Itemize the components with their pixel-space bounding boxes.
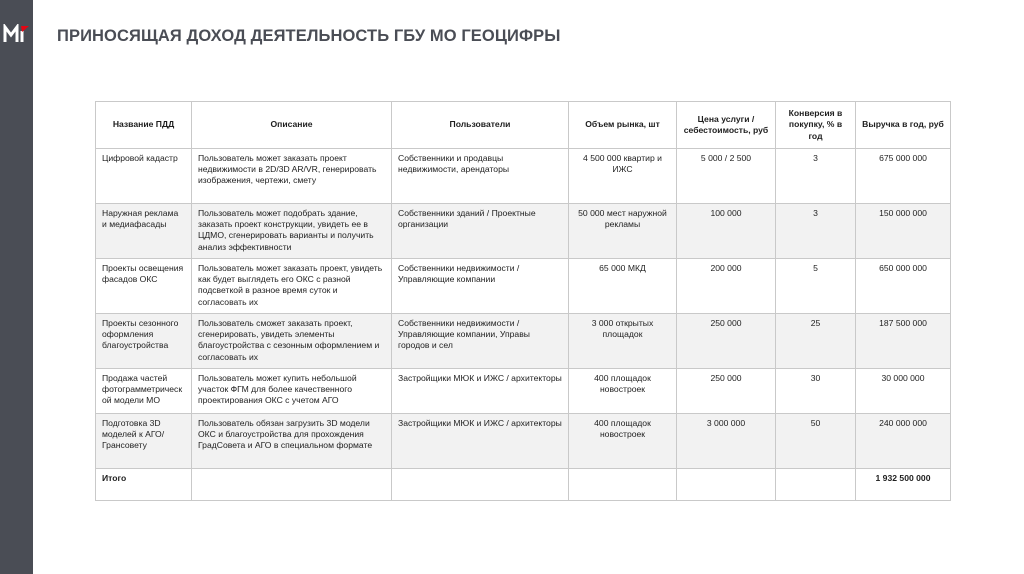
cell-conversion: 25 bbox=[776, 314, 856, 369]
cell-market: 4 500 000 квартир и ИЖС bbox=[569, 149, 677, 204]
table-row bbox=[96, 369, 951, 414]
column-header: Описание bbox=[192, 102, 392, 149]
column-header: Цена услуги / себестоимость, руб bbox=[677, 102, 776, 149]
cell-description: Пользователь может подобрать здание, заказать проект конструкции, увидеть ее в ЦДМО, сгенерировать варианты и получить анализ эффективности bbox=[192, 204, 392, 259]
cell-users: Собственники зданий / Проектные организации bbox=[392, 204, 569, 259]
cell-market: 400 площадок новостроек bbox=[569, 369, 677, 414]
cell-revenue: 150 000 000 bbox=[856, 204, 951, 259]
cell-market: 3 000 открытых площадок bbox=[569, 314, 677, 369]
cell-price: 200 000 bbox=[677, 259, 776, 314]
cell-users: Собственники недвижимости / Управляющие компании, Управы городов и сел bbox=[392, 314, 569, 369]
sidebar-bar bbox=[0, 0, 33, 574]
cell-conversion: 3 bbox=[776, 204, 856, 259]
cell-name: Наружная реклама и медиафасады bbox=[96, 204, 192, 259]
cell-description: Пользователь может заказать проект, увидеть как будет выглядеть его ОКС с разной подсветкой в разное время суток и согласовать их bbox=[192, 259, 392, 314]
empty-cell bbox=[776, 469, 856, 501]
revenue-table bbox=[95, 101, 951, 501]
table-header-row bbox=[96, 102, 951, 149]
table-row bbox=[96, 204, 951, 259]
cell-users: Застройщики МЮК и ИЖС / архитекторы bbox=[392, 414, 569, 469]
cell-price: 3 000 000 bbox=[677, 414, 776, 469]
total-revenue: 1 932 500 000 bbox=[856, 469, 951, 501]
cell-price: 250 000 bbox=[677, 314, 776, 369]
column-header: Название ПДД bbox=[96, 102, 192, 149]
cell-users: Собственники и продавцы недвижимости, арендаторы bbox=[392, 149, 569, 204]
table-row bbox=[96, 314, 951, 369]
cell-revenue: 650 000 000 bbox=[856, 259, 951, 314]
cell-price: 5 000 / 2 500 bbox=[677, 149, 776, 204]
table-row bbox=[96, 149, 951, 204]
column-header: Объем рынка, шт bbox=[569, 102, 677, 149]
empty-cell bbox=[192, 469, 392, 501]
cell-revenue: 240 000 000 bbox=[856, 414, 951, 469]
column-header: Конверсия в покупку, % в год bbox=[776, 102, 856, 149]
cell-name: Проекты сезонного оформления благоустройства bbox=[96, 314, 192, 369]
cell-users: Застройщики МЮК и ИЖС / архитекторы bbox=[392, 369, 569, 414]
cell-revenue: 30 000 000 bbox=[856, 369, 951, 414]
company-logo-icon bbox=[3, 24, 31, 44]
empty-cell bbox=[677, 469, 776, 501]
cell-name: Продажа частей фотограмметрической модели МО bbox=[96, 369, 192, 414]
table-row bbox=[96, 414, 951, 469]
cell-description: Пользователь обязан загрузить 3D модели ОКС и благоустройства для прохождения ГрадСовета и АГО в специальном формате bbox=[192, 414, 392, 469]
cell-market: 400 площадок новостроек bbox=[569, 414, 677, 469]
cell-conversion: 3 bbox=[776, 149, 856, 204]
cell-market: 50 000 мест наружной рекламы bbox=[569, 204, 677, 259]
cell-conversion: 30 bbox=[776, 369, 856, 414]
cell-conversion: 50 bbox=[776, 414, 856, 469]
page-title: ПРИНОСЯЩАЯ ДОХОД ДЕЯТЕЛЬНОСТЬ ГБУ МО ГЕОЦИФРЫ bbox=[57, 27, 561, 45]
column-header: Пользователи bbox=[392, 102, 569, 149]
cell-name: Подготовка 3D моделей к АГО/Грансовету bbox=[96, 414, 192, 469]
table-total-row bbox=[96, 469, 951, 501]
empty-cell bbox=[392, 469, 569, 501]
cell-name: Цифровой кадастр bbox=[96, 149, 192, 204]
cell-conversion: 5 bbox=[776, 259, 856, 314]
table-row bbox=[96, 259, 951, 314]
cell-users: Собственники недвижимости / Управляющие компании bbox=[392, 259, 569, 314]
cell-description: Пользователь может купить небольшой участок ФГМ для более качественного проектирования ОКС с учетом АГО bbox=[192, 369, 392, 414]
column-header: Выручка в год, руб bbox=[856, 102, 951, 149]
cell-revenue: 187 500 000 bbox=[856, 314, 951, 369]
cell-description: Пользователь может заказать проект недвижимости в 2D/3D AR/VR, генерировать изображения, чертежи, смету bbox=[192, 149, 392, 204]
cell-name: Проекты освещения фасадов ОКС bbox=[96, 259, 192, 314]
total-label: Итого bbox=[96, 469, 192, 501]
cell-revenue: 675 000 000 bbox=[856, 149, 951, 204]
cell-market: 65 000 МКД bbox=[569, 259, 677, 314]
cell-price: 100 000 bbox=[677, 204, 776, 259]
cell-description: Пользователь сможет заказать проект, сгенерировать, увидеть элементы благоустройства с сезонным оформлением и согласовать их bbox=[192, 314, 392, 369]
cell-price: 250 000 bbox=[677, 369, 776, 414]
empty-cell bbox=[569, 469, 677, 501]
